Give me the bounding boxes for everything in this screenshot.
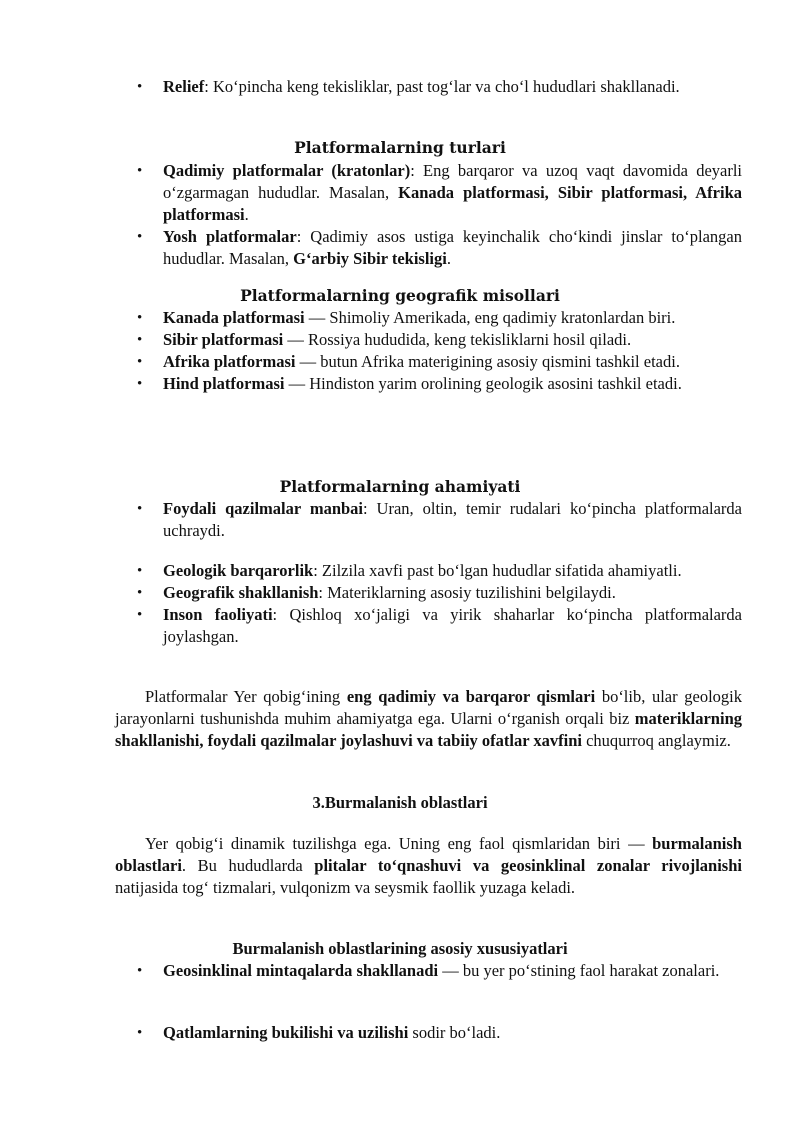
summary-block [0, 686, 800, 752]
section-heading-features: Burmalanish oblastlarining asosiy xususiyatlari [232, 939, 568, 958]
section-heading-importance: Platformalarning ahamiyati [279, 477, 521, 496]
list-item [0, 160, 800, 226]
item-term: Yosh platformalar [163, 227, 297, 246]
text-run: boʻlib, ular geologik jarayonlarni tushunishda muhim ahamiyatga ega. Ularni oʻrganish orqali biz [115, 687, 742, 728]
bullet-icon: • [137, 310, 143, 326]
list-item [0, 960, 800, 982]
section-3-block [0, 833, 800, 899]
bold-run: burmalanish oblastlari [115, 834, 742, 875]
item-bold-examples: Gʻarbiy Sibir tekisligi [293, 249, 447, 268]
item-term: Geografik shakllanish [163, 583, 319, 602]
list-item [0, 351, 800, 373]
item-text: sodir boʻladi. [408, 1023, 501, 1042]
item-tail: . [244, 205, 249, 224]
item-term: Geosinklinal mintaqalarda shakllanadi [163, 961, 439, 980]
bold-run: eng qadimiy va barqaror qismlari [346, 687, 596, 706]
item-term: Afrika platformasi [163, 352, 296, 371]
bullet-icon: • [137, 332, 143, 348]
bullet-icon: • [137, 585, 143, 601]
item-term: Qatlamlarning bukilishi va uzilishi [163, 1023, 409, 1042]
list-item [0, 582, 800, 604]
section-heading-examples: Platformalarning geografik misollari [240, 286, 560, 305]
section-3-title: 3.Burmalanish oblastlari [312, 793, 488, 812]
list-item [0, 329, 800, 351]
section-3-paragraph [0, 833, 800, 899]
item-term: Relief [163, 77, 205, 96]
bold-run: plitalar toʻqnashuvi va geosinklinal zonalar rivojlanishi [314, 856, 742, 875]
list-item [0, 560, 800, 582]
bullet-icon: • [137, 963, 143, 979]
list-item [0, 1022, 800, 1044]
list-item [0, 498, 800, 542]
item-text: : Eng barqaror va uzoq vaqt davomida deyarli oʻzgarmagan hududlar. Masalan, [163, 161, 743, 202]
text-run: natijasida togʻ tizmalari, vulqonizm va seysmik faollik yuzaga keladi. [115, 878, 576, 897]
features-list-a [0, 960, 800, 982]
bullet-icon: • [137, 501, 143, 517]
item-text: — bu yer poʻstining faol harakat zonalari. [438, 961, 720, 980]
examples-list [0, 307, 800, 395]
types-list [0, 160, 800, 270]
item-text: — Rossiya hududida, keng tekisliklarni hosil qiladi. [283, 330, 632, 349]
importance-list-b [0, 560, 800, 648]
relief-list [0, 76, 800, 98]
bullet-icon: • [137, 607, 143, 623]
item-bold-examples: Kanada platformasi, Sibir platformasi, Afrika platformasi [163, 183, 742, 224]
bullet-icon: • [137, 79, 143, 95]
summary-paragraph [0, 686, 800, 752]
text-run: chuqurroq anglaymiz. [581, 731, 731, 750]
item-term: Qadimiy platformalar (kratonlar) [163, 161, 411, 180]
item-text: : Uran, oltin, temir rudalari koʻpincha platformalarda uchraydi. [163, 499, 742, 540]
list-item [0, 226, 800, 270]
item-text: — Shimoliy Amerikada, eng qadimiy kratonlardan biri. [304, 308, 676, 327]
item-term: Sibir platformasi [163, 330, 284, 349]
item-text: — Hindiston yarim orolining geologik asosini tashkil etadi. [284, 374, 682, 393]
bullet-icon: • [137, 354, 143, 370]
features-list-b [0, 1022, 800, 1044]
bullet-icon: • [137, 376, 143, 392]
text-run: . Bu hududlarda [181, 856, 315, 875]
item-term: Kanada platformasi [163, 308, 305, 327]
section-heading-types: Platformalarning turlari [294, 138, 506, 157]
bullet-icon: • [137, 163, 143, 179]
list-item [0, 76, 800, 98]
bullet-icon: • [137, 1025, 143, 1041]
list-item [0, 604, 800, 648]
item-text: : Qadimiy asos ustiga keyinchalik choʻkindi jinslar toʻplangan hududlar. Masalan, [163, 227, 742, 268]
list-item [0, 373, 800, 395]
text-run: Yer qobigʻi dinamik tuzilishga ega. Uning eng faol qismlaridan biri — [145, 834, 653, 853]
item-term: Inson faoliyati [163, 605, 273, 624]
item-text: : Qishloq xoʻjaligi va yirik shaharlar koʻpincha platformalarda joylashgan. [163, 605, 743, 646]
item-term: Geologik barqarorlik [163, 561, 314, 580]
bullet-icon: • [137, 563, 143, 579]
bold-run: materiklarning shakllanishi, foydali qazilmalar joylashuvi va tabiiy ofatlar xavfini [115, 709, 742, 750]
item-text: : Zilzila xavfi past boʻlgan hududlar sifatida ahamiyatli. [313, 561, 682, 580]
item-text: : Materiklarning asosiy tuzilishini belgilaydi. [318, 583, 616, 602]
item-term: Foydali qazilmalar manbai [163, 499, 364, 518]
list-item [0, 307, 800, 329]
item-text: : Koʻpincha keng tekisliklar, past togʻlar va choʻl hududlari shakllanadi. [204, 77, 680, 96]
bullet-icon: • [137, 229, 143, 245]
item-tail: . [446, 249, 451, 268]
item-term: Hind platformasi [163, 374, 285, 393]
text-run: Platformalar Yer qobigʻining [145, 687, 347, 706]
item-text: — butun Afrika materigining asosiy qismini tashkil etadi. [295, 352, 680, 371]
importance-list-a [0, 498, 800, 542]
